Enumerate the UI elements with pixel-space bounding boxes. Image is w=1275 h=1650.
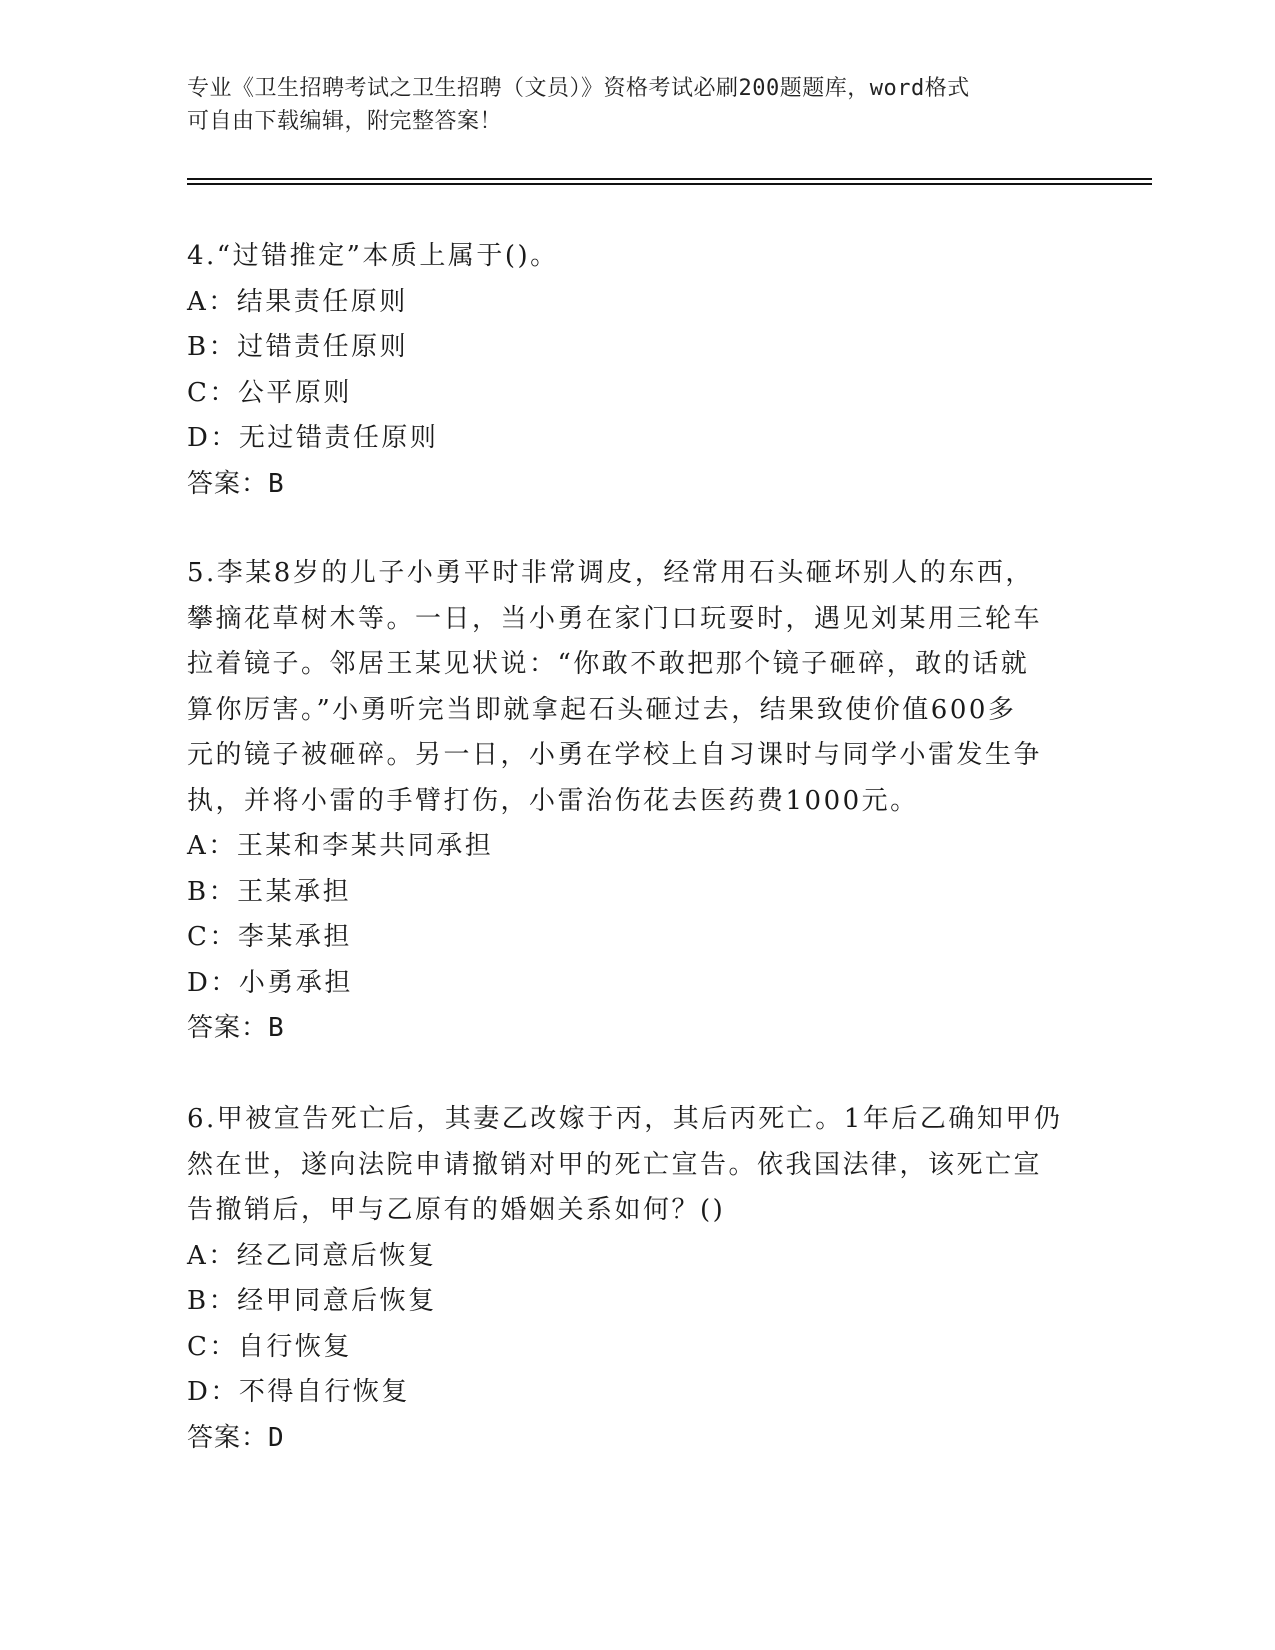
header-divider-top — [187, 178, 1152, 180]
question-6 — [187, 1097, 1087, 1461]
header-line-2: 可自由下载编辑，附完整答案！ — [187, 109, 503, 134]
answer-label: 答案：B — [187, 468, 285, 499]
question-text-line: 拉着镜子。邻居王某见状说：“你敢不敢把那个镜子砸碎，敢的话就 — [187, 649, 1030, 679]
question-text-line: 告撤销后，甲与乙原有的婚姻关系如何？() — [187, 1195, 726, 1225]
question-text-line: 元的镜子被砸碎。另一日，小勇在学校上自习课时与同学小雷发生争 — [187, 740, 1043, 770]
question-text-line: 4.“过错推定”本质上属于()。 — [187, 241, 559, 271]
question-text-line: 5.李某8岁的儿子小勇平时非常调皮，经常用石头砸坏别人的东西， — [187, 558, 1034, 588]
option-a: A：经乙同意后恢复 — [187, 1240, 437, 1271]
option-a: A：王某和李某共同承担 — [187, 831, 494, 861]
header-line-1: 专业《卫生招聘考试之卫生招聘（文员）》资格考试必刷200题题库，word格式 — [187, 76, 970, 101]
option-c: C：公平原则 — [187, 377, 352, 408]
header-divider-bottom — [187, 183, 1152, 185]
answer-label: 答案：D — [187, 1422, 285, 1453]
option-b: B：经甲同意后恢复 — [187, 1286, 437, 1316]
option-d: D：无过错责任原则 — [187, 423, 439, 453]
answer-label: 答案：B — [187, 1013, 285, 1043]
option-c: C：自行恢复 — [187, 1331, 352, 1362]
question-text-line: 然在世，遂向法院申请撤销对甲的死亡宣告。依我国法律，该死亡宣 — [187, 1149, 1043, 1180]
question-text-line: 攀摘花草树木等。一日，当小勇在家门口玩耍时，遇见刘某用三轮车 — [187, 603, 1043, 634]
option-d: D：小勇承担 — [187, 967, 353, 998]
question-5 — [187, 551, 1087, 1052]
question-text-line: 算你厉害。”小勇听完当即就拿起石头砸过去，结果致使价值600多 — [187, 694, 1017, 725]
question-text-line: 6.甲被宣告死亡后，其妻乙改嫁于丙，其后丙死亡。1年后乙确知甲仍 — [187, 1104, 1063, 1134]
option-b: B：过错责任原则 — [187, 332, 409, 362]
option-c: C：李某承担 — [187, 922, 352, 952]
option-d: D：不得自行恢复 — [187, 1377, 410, 1407]
option-b: B：王某承担 — [187, 876, 352, 907]
question-4 — [187, 234, 1087, 507]
document-header — [187, 72, 1067, 138]
option-a: A：结果责任原则 — [187, 286, 408, 317]
question-text-line: 执，并将小雷的手臂打伤，小雷治伤花去医药费1000元。 — [187, 785, 919, 816]
